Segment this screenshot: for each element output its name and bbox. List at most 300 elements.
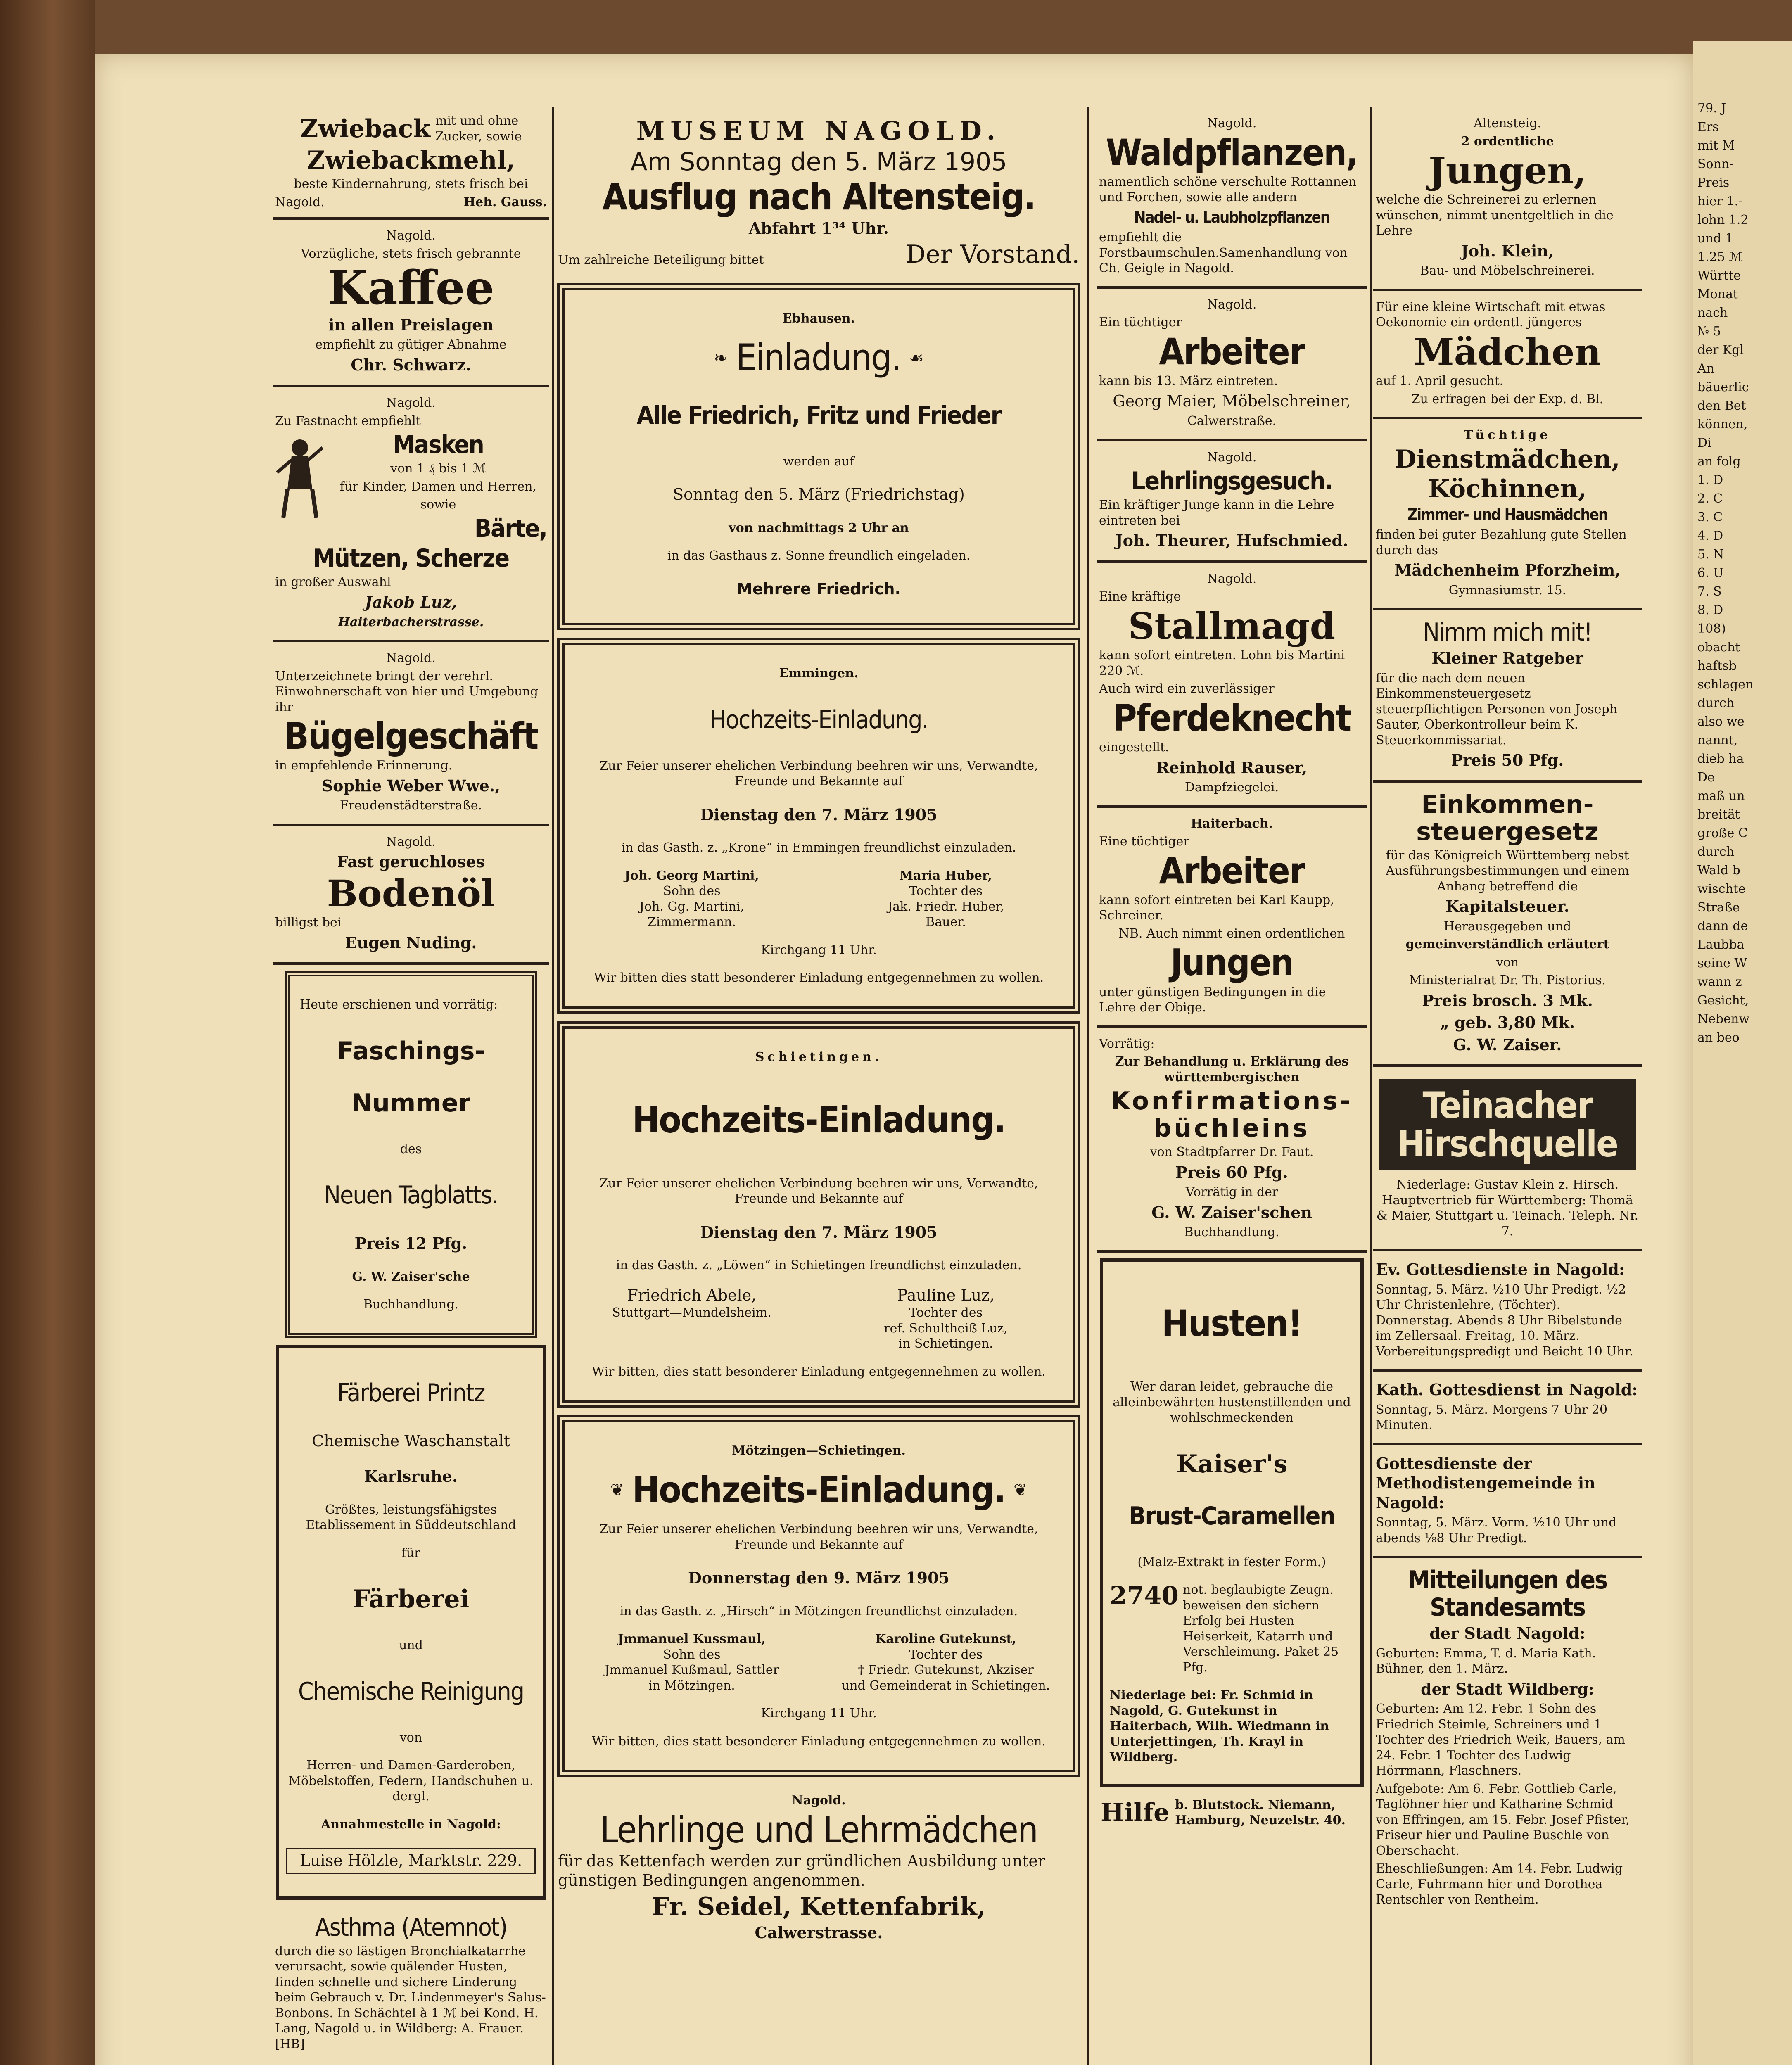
adjacent-page-line: große C [1697,826,1748,840]
ad-advertiser: Eugen Nuding. [345,933,477,952]
ad-text: Auch wird ein zuverlässiger [1099,681,1275,696]
ad-text: kann sofort eintreten bei Karl Kaupp, Schreiner. [1099,892,1334,923]
ad-text: Annahmestelle in Nagold: [320,1817,501,1832]
ad-title: Mützen, Scherze [313,544,509,573]
adjacent-page-line: der Kgl [1697,343,1744,357]
ad-text: Wir bitten dies statt besonderer Einladung entgegennehmen zu wollen. [593,971,1044,985]
ad-text: Heute erschienen und vorrätig: [300,997,498,1012]
ad-text: not. beglaubigte Zeugn. beweisen den sichern Erfolg bei Husten Heiserkeit, Katarrh und Verschleimung. Paket 25 Pfg. [1183,1583,1339,1675]
ad-date: Dienstag den 7. März 1905 [700,805,938,824]
ad-dienstmaedchen [1373,419,1642,610]
bride-line: in Schietingen. [898,1336,993,1351]
ad-hochzeit-moetzingen [557,1415,1080,1777]
ad-street: Haiterbacherstrasse. [338,615,484,629]
adjacent-page-line: hier 1.- [1697,194,1743,209]
groom-line: Jmmanuel Kussmaul, [618,1632,766,1647]
bride [828,868,1063,930]
groom-line: in Mötzingen. [648,1678,735,1693]
ad-street: Gymnasiumstr. 15. [1448,583,1567,598]
ad-advertiser: Fr. Seidel, Kettenfabrik, [652,1892,986,1921]
ad-date: Donnerstag den 9. März 1905 [688,1569,949,1588]
notice-text: Sonntag, 5. März. ½10 Uhr Predigt. ½2 Uhr Christenlehre, (Töchter). Donnerstag. Abends 8 Uhr Bibelstunde im Zellersaal. Freitag, 10. März. Vorbereitungspredigt und Beicht 10 Uhr. [1376,1282,1633,1359]
bride-line: ref. Schultheiß Luz, [884,1321,1008,1336]
notice-kath-gottesdienst [1373,1372,1642,1446]
ad-hochzeit-schietingen [557,1021,1080,1408]
bride [828,1286,1063,1352]
ad-title: Hochzeits-Einladung. [632,1099,1005,1142]
ad-street: Calwerstraße. [1187,414,1277,429]
ad-maedchen [1373,291,1642,419]
bride-line: Jak. Friedr. Huber, [888,899,1004,914]
teinacher-logo [1379,1079,1636,1170]
ad-text: kann bis 13. März eintreten. [1099,374,1278,389]
ad-text: in das Gasth. z. „Krone“ in Emmingen freundlichst einzuladen. [621,840,1016,855]
ad-title: Köchinnen, [1428,474,1587,503]
ad-einkommensteuergesetz [1373,783,1642,1067]
bride-line: und Gemeinderat in Schietingen. [841,1678,1050,1693]
ad-hilfe [1097,1793,1367,1832]
ad-hochzeit-emmingen [557,638,1080,1014]
ad-place: Haiterbach. [1191,816,1273,831]
couple [574,868,1063,930]
ad-waldpflanzen [1097,107,1367,289]
ad-teinacher [1373,1067,1642,1251]
bride-line: Pauline Luz, [897,1286,995,1304]
notice-title: Gottesdienste der Methodistengemeinde in Nagold: [1376,1454,1595,1512]
ad-text: Abfahrt 1³⁴ Uhr. [749,219,889,238]
groom-line: Stuttgart—Mundelsheim. [612,1305,771,1320]
ad-konfirmationsbuechlein [1097,1028,1367,1253]
ad-text: Niederlage bei: Fr. Schmid in Nagold, G. Gutekunst in Haiterbach, Wilh. Wiedmann in Unterjettingen, Th. Krayl in Wildberg. [1110,1688,1329,1765]
ad-text: Herren- und Damen-Garderoben, Möbelstoffen, Federn, Handschuhen u. dergl. [288,1758,534,1804]
ad-advertiser: Chr. Schwarz. [351,355,471,374]
adjacent-page-line: 6. U [1697,566,1724,580]
ad-text: Eine kräftige [1099,589,1181,604]
ad-price: „ geb. 3,80 Mk. [1440,1013,1575,1032]
notice-title: Kath. Gottesdienst in Nagold: [1376,1380,1638,1399]
ad-text: b. Blutstock. Niemann, Hamburg, Neuzelstr. 40. [1175,1797,1346,1828]
ad-title: Hochzeits-Einladung. [632,1468,1005,1511]
ad-text: Zu erfragen bei der Exp. d. Bl. [1411,392,1604,406]
ad-title: Chemische Reinigung [298,1677,524,1706]
ad-date: Sonntag den 5. März (Friedrichstag) [673,485,965,504]
adjacent-page-line: 7. S [1697,584,1722,599]
book-spine [0,0,95,2065]
couple [574,1631,1063,1693]
ad-place: Nagold. [275,195,325,209]
ad-title: Husten! [1161,1302,1302,1345]
adjacent-page-line: maß un [1697,789,1745,803]
adjacent-page-line: können, [1697,417,1748,432]
ad-text: für das Kettenfach werden zur gründlichen Ausbildung unter günstigen Bedingungen angenommen. [558,1851,1046,1890]
bride-line: Tochter des [909,1647,983,1662]
ad-text: Ein kräftiger Junge kann in die Lehre eintreten bei [1099,498,1334,528]
ad-text: Zur Feier unserer ehelichen Verbindung beehren wir uns, Verwandte, Freunde und Bekannte auf [599,1522,1038,1552]
column-2 [555,107,1082,1952]
ad-title: Asthma (Atemnot) [315,1913,507,1942]
ad-stallmagd [1097,563,1367,808]
column-rule [552,107,554,2065]
ad-text: Kirchgang 11 Uhr. [761,942,877,957]
ad-text: finden bei guter Bezahlung gute Stellen durch das [1376,527,1627,558]
adjacent-page-line: Sonn- [1697,157,1734,171]
ad-text: für Kinder, Damen und Herren, [339,479,537,494]
bride-line: Maria Huber, [900,868,992,883]
ad-title: Färberei Printz [337,1378,485,1408]
ad-count: 2740 [1110,1581,1179,1611]
ad-text: in großer Auswahl [275,574,391,589]
ad-text: Buchhandlung. [1184,1225,1279,1240]
ad-title: Masken [393,430,484,460]
ad-place: Nagold. [1207,571,1257,586]
adjacent-page-line: 8. D [1697,603,1723,617]
adjacent-page-line: 1. D [1697,473,1723,487]
adjacent-page-line: Württe [1697,268,1741,283]
ad-street: Calwerstrasse. [755,1923,883,1942]
adjacent-page-line: 79. J [1697,101,1726,116]
notice-text: Sonntag, 5. März. Vorm. ½10 Uhr und abends ⅛8 Uhr Predigt. [1376,1515,1617,1545]
ad-title: Zwieback [300,114,430,143]
ad-text: Dampfziegelei. [1184,780,1279,795]
ad-title: Jungen [1170,941,1293,984]
notice-text: Geburten: Emma, T. d. Maria Kath. Bühner, den 1. März. [1376,1646,1596,1676]
ad-title: Pferdeknecht [1113,696,1351,739]
adjacent-page-line: 4. D [1697,529,1723,543]
ad-title: Bügelgeschäft [284,715,538,758]
ad-advertiser: Luise Hölzle, Marktstr. 229. [286,1848,536,1874]
groom-line: Sohn des [663,1647,721,1662]
column-3 [1097,107,1367,1832]
ad-text: Ein tüchtiger [1099,315,1182,330]
ad-text: mit und ohne [435,114,519,128]
ad-masken [273,387,549,642]
ad-text: Zucker, sowie [435,129,522,144]
ad-text: Wir bitten, dies statt besonderer Einladung entgegennehmen zu wollen. [592,1364,1046,1379]
ad-text: kann sofort eintreten. Lohn bis Martini 220 ℳ. [1099,648,1345,678]
ad-title: Bodenöl [327,871,495,915]
ad-zwieback [273,107,549,220]
ornament-icon: ❦ [610,1480,624,1500]
notice-text: Geburten: Am 12. Febr. 1 Sohn des Friedrich Steimle, Schreiners und 1 Tochter des Friedrich Weik, Bauers, am 24. Febr. 1 Tochter des Ludwig Hörrmann, Flaschners. [1376,1702,1625,1778]
ad-title: Kaffee [327,261,495,315]
ad-title: Neuen Tagblatts. [324,1181,498,1210]
ad-text: des [400,1142,422,1156]
ad-title: Kapitalsteuer. [1445,897,1569,916]
ad-text: Kleiner Ratgeber [1431,649,1583,668]
ad-text: eingestellt. [1099,740,1169,755]
ad-arbeiter-kaupp [1097,808,1367,1028]
ad-text: von [1496,955,1519,970]
adjacent-page-line: und 1 [1697,231,1733,246]
adjacent-page-line: an folg [1697,454,1741,469]
ad-text: für [401,1545,420,1560]
ad-title: Hochzeits-Einladung. [710,705,928,734]
adjacent-page-line: wischte [1697,882,1746,896]
ad-text: in das Gasth. z. „Löwen“ in Schietingen freundlichst einzuladen. [616,1258,1022,1273]
ad-price: Preis 12 Pfg. [354,1234,468,1253]
ad-nimm-mich-mit [1373,610,1642,783]
ad-bodenoel [273,826,549,965]
ornament-icon: ☙ [909,348,924,368]
notice-standesamt [1373,1558,1642,1918]
ad-title: Brust-Caramellen [1129,1501,1335,1531]
ad-title: Stallmagd [1128,604,1336,648]
column-rule [1087,107,1089,2065]
ad-text: Wer daran leidet, gebrauche die alleinbewährten hustenstillenden und wohlschmeckenden [1113,1379,1351,1425]
ad-text: Für eine kleine Wirtschaft mit etwas Oekonomie ein ordentl. jüngeres [1376,299,1606,330]
ad-text: 2 ordentliche [1461,134,1554,149]
ad-advertiser: Heh. Gauss. [463,195,547,209]
ad-text: Tüchtige [1464,428,1551,443]
ad-advertiser: Jakob Luz, [365,593,457,612]
ad-text: empfiehlt zu gütiger Abnahme [315,337,507,352]
ad-title: Mädchen [1414,330,1601,373]
adjacent-page-line: haftsb [1697,659,1737,673]
column-rule [1370,107,1372,2065]
ad-place: Nagold. [1207,450,1257,465]
adjacent-page-line: 1.25 ℳ [1697,250,1742,264]
adjacent-page-line: Wald b [1697,863,1740,878]
ad-faerberei [276,1345,546,1900]
ad-text: Vorrätig in der [1185,1185,1278,1200]
notice-subtitle: der Stadt Nagold: [1429,1624,1586,1643]
adjacent-page-line: 5. N [1697,547,1724,562]
ad-advertiser: Georg Maier, Möbelschreiner, [1113,392,1351,410]
ad-text: für die nach dem neuen Einkommensteuergesetz steuerpflichtigen Personen von Joseph Sauter, Oberkontrolleur beim K. Steuerkommissariat. [1376,671,1617,748]
ad-text: billigst bei [275,915,342,930]
ad-place: Schietingen. [755,1049,883,1064]
adjacent-page-line: lohn 1.2 [1697,213,1749,227]
column-1 [273,107,549,2062]
adjacent-page-line: durch [1697,845,1734,859]
ad-lehrlingsgesuch [1097,441,1367,563]
ad-advertiser: Joh. Theurer, Hufschmied. [1115,531,1348,550]
bride [828,1631,1063,1693]
ad-buegelgeschaeft [273,642,549,826]
ad-kaffee [273,220,549,387]
ad-place: Mötzingen—Schietingen. [732,1443,906,1458]
adjacent-page-line: Preis [1697,176,1730,190]
groom [574,1631,809,1693]
adjacent-page-line: schlagen [1697,677,1754,692]
groom-line: Joh. Gg. Martini, [639,899,744,914]
ad-text: von [399,1730,422,1745]
ad-date: Dienstag den 7. März 1905 [700,1222,938,1241]
ad-place: Nagold. [1207,116,1257,131]
adjacent-page-line: Laubba [1697,938,1745,952]
ad-text: Zur Feier unserer ehelichen Verbindung beehren wir uns, Verwandte, Freunde und Bekannte auf [599,1176,1038,1206]
ad-einladung-ebhausen [557,283,1080,630]
ad-place: Nagold. [1207,297,1257,312]
ad-title: Faschings- [337,1036,485,1066]
ad-advertiser: Mädchenheim Pforzheim, [1394,561,1621,580]
ad-price: Preis 50 Pfg. [1451,751,1564,770]
ad-text: Größtes, leistungsfähigstes Etablissement in Süddeutschland [306,1502,516,1533]
ad-text: (Malz-Extrakt in fester Form.) [1137,1555,1326,1569]
ad-text: Vorzügliche, stets frisch gebrannte [301,246,521,261]
adjacent-page-line: Straße [1697,900,1740,915]
bride-line: Tochter des [909,884,983,899]
groom [574,1286,809,1352]
notice-text: Sonntag, 5. März. Morgens 7 Uhr 20 Minuten. [1376,1402,1608,1433]
notice-methodisten [1373,1446,1642,1559]
adjacent-page-line: Gesicht, [1697,993,1749,1008]
ad-title: Konfirmations-büchleins [1111,1087,1353,1143]
ad-text: und [399,1638,423,1653]
ad-text: in das Gasthaus z. Sonne freundlich eingeladen. [667,548,971,563]
ad-text: in das Gasth. z. „Hirsch“ in Mötzingen freundlichst einzuladen. [619,1604,1018,1619]
ad-text: Herausgegeben und [1443,919,1571,934]
ad-street: Freudenstädterstraße. [339,798,482,813]
jester-illustration [275,431,325,522]
ad-text: von nachmittags 2 Uhr an [729,520,909,535]
ad-title: Einladung. [736,336,901,379]
groom-line: Jmmanuel Kußmaul, Sattler [604,1663,779,1678]
ad-place: Nagold. [792,1793,846,1808]
ad-text: NB. Auch nimmt einen ordentlichen [1118,926,1345,941]
ad-place: Nagold. [386,228,436,243]
ad-text: Chemische Waschanstalt [312,1431,510,1450]
adjacent-page-line: Monat [1697,287,1738,301]
adjacent-page-line: Ers [1697,120,1719,134]
ad-text: in allen Preislagen [328,315,494,334]
adjacent-page-line: dann de [1697,919,1748,933]
ad-place: Emmingen. [779,666,859,681]
ad-text: Vorrätig: [1099,1036,1155,1051]
ad-text: beste Kindernahrung, stets frisch bei [294,177,528,191]
ad-text: namentlich schöne verschulte Rottannen und Forchen, sowie alle andern [1099,174,1357,205]
ad-title: Bärte, [474,514,547,543]
ad-title: Hilfe [1101,1798,1170,1828]
adjacent-page-line: № 5 [1697,324,1721,339]
bride-line: Tochter des [909,1305,983,1320]
couple [574,1286,1063,1352]
ad-text: Eine tüchtiger [1099,834,1189,849]
ad-museum [555,107,1082,275]
ad-text: von 1 ₰ bis 1 ℳ [390,461,486,476]
ad-advertiser: G. W. Zaiser. [1453,1035,1562,1054]
ad-text: Kirchgang 11 Uhr. [761,1706,877,1721]
ad-text: von Stadtpfarrer Dr. Faut. [1150,1145,1314,1160]
ad-faschingsnummer [285,971,537,1338]
adjacent-page-line: De [1697,770,1715,785]
bride-line: † Friedr. Gutekunst, Akziser [858,1663,1034,1678]
ad-price: Preis brosch. 3 Mk. [1422,991,1593,1010]
adjacent-page-line: also we [1697,714,1745,729]
adjacent-page-line: breität [1697,807,1740,822]
groom-line: Zimmermann. [647,915,736,930]
ad-text: Buchhandlung. [363,1297,459,1312]
ad-place: Altensteig. [1474,116,1541,131]
ad-title: Nadel- u. Laubholzpflanzen [1134,208,1330,226]
ad-price: Preis 60 Pfg. [1175,1163,1288,1182]
ad-signature: Der Vorstand. [906,240,1080,269]
adjacent-page-line: an beo [1697,1030,1740,1045]
ad-title: Nimm mich mit! [1423,618,1592,647]
adjacent-page-line: dieb ha [1697,752,1744,766]
ad-date: Am Sonntag den 5. März 1905 [630,147,1007,176]
ad-title: Hirschquelle [1397,1122,1618,1165]
ad-text: Fast geruchloses [337,852,485,871]
adjacent-page-line: An [1697,361,1714,376]
ad-title: MUSEUM NAGOLD. [636,116,1002,146]
notice-ev-gottesdienste [1373,1251,1642,1372]
ad-title: Arbeiter [1159,330,1305,373]
notice-text: Aufgebote: Am 6. Febr. Gottlieb Carle, Taglöhner hier und Katharine Schmid von Effringen, am 15. Febr. Josef Pfister, Friseur hier und Pauline Buschle von Oberschacht. [1376,1781,1630,1858]
ad-text: werden auf [783,454,854,469]
adjacent-page-text [1693,41,1792,1047]
ad-text: welche die Schreinerei zu erlernen wünschen, nimmt unentgeltlich in die Lehre [1376,192,1614,238]
ad-title: Jungen, [1429,149,1586,192]
adjacent-page-line: durch [1697,696,1734,710]
ad-title: Zwiebackmehl, [306,146,515,175]
ad-text: Bau- und Möbelschreinerei. [1420,263,1595,278]
ad-title: Lehrlinge und Lehrmädchen [600,1808,1038,1851]
ad-title: Färberei [352,1585,470,1614]
adjacent-page-line: 108) [1697,622,1726,636]
ad-text: Ministerialrat Dr. Th. Pistorius. [1409,973,1606,988]
ad-text: sowie [420,497,456,512]
ornament-icon: ❧ [714,348,728,368]
ad-advertiser: Joh. Klein, [1461,241,1554,260]
ad-text: empfiehlt die Forstbaumschulen.Samenhandlung von Ch. Geigle in Nagold. [1099,230,1348,276]
notice-title: Ev. Gottesdienste in Nagold: [1376,1260,1625,1279]
adjacent-page-line: 3. C [1697,510,1723,525]
ad-title: Kaiser's [1176,1449,1288,1479]
ornament-icon: ❦ [1013,1480,1028,1500]
ad-text: Zur Behandlung u. Erklärung des württembergischen [1115,1054,1349,1085]
ad-title: Alle Friedrich, Fritz und Frieder [636,401,1001,430]
ad-advertiser: G. W. Zaiser'sche [352,1269,470,1284]
groom-line: Friedrich Abele, [627,1286,757,1304]
ad-text: Wir bitten, dies statt besonderer Einladung entgegennehmen zu wollen. [592,1734,1046,1749]
notice-title: Mitteilungen des Standesamts [1407,1566,1607,1622]
ad-title: Nummer [351,1088,471,1118]
ad-asthma [273,1906,549,2062]
ad-text: Niederlage: Gustav Klein z. Hirsch. Hauptvertrieb für Württemberg: Thomä & Maier, Stuttgart u. Teinach. Teleph. Nr. 7. [1376,1177,1639,1239]
ad-text: in empfehlende Erinnerung. [275,758,453,773]
adjacent-page-line: Nebenw [1697,1012,1749,1026]
ad-text: unter günstigen Bedingungen in die Lehre der Obige. [1099,985,1326,1015]
ad-text: auf 1. April gesucht. [1376,374,1504,389]
bride-line: Karoline Gutekunst, [875,1632,1016,1647]
ad-place: Nagold. [386,651,436,666]
ad-place: Nagold. [386,396,436,411]
adjacent-page-line: 2. C [1697,491,1723,506]
adjacent-page-line: obacht [1697,640,1740,655]
adjacent-page [1693,41,1792,2065]
ad-text: Zur Feier unserer ehelichen Verbindung beehren wir uns, Verwandte, Freunde und Bekannte auf [599,758,1038,789]
groom-line: Joh. Georg Martini, [624,868,760,883]
ad-title: Lehrlingsgesuch. [1131,467,1333,496]
ad-place: Karlsruhe. [364,1467,458,1486]
ad-title: Teinacher [1422,1084,1593,1127]
column-4 [1373,107,1642,1918]
ad-text: Unterzeichnete bringt der verehrl. Einwohnerschaft von hier und Umgebung ihr [275,669,538,714]
ad-title: Einkommen-steuergesetz [1416,790,1599,846]
adjacent-page-line: Di [1697,436,1711,450]
adjacent-page-line: nach [1697,306,1728,320]
ad-text: Zu Fastnacht empfiehlt [275,413,421,428]
notice-subtitle: der Stadt Wildberg: [1421,1679,1594,1698]
groom [574,868,809,930]
adjacent-page-line: den Bet [1697,399,1746,413]
bride-line: Bauer. [926,915,966,930]
ad-husten [1100,1258,1364,1787]
adjacent-page-line: bäuerlic [1697,380,1749,394]
ad-signature: Mehrere Friedrich. [737,579,901,598]
ad-title: Ausflug nach Altensteig. [602,176,1035,218]
